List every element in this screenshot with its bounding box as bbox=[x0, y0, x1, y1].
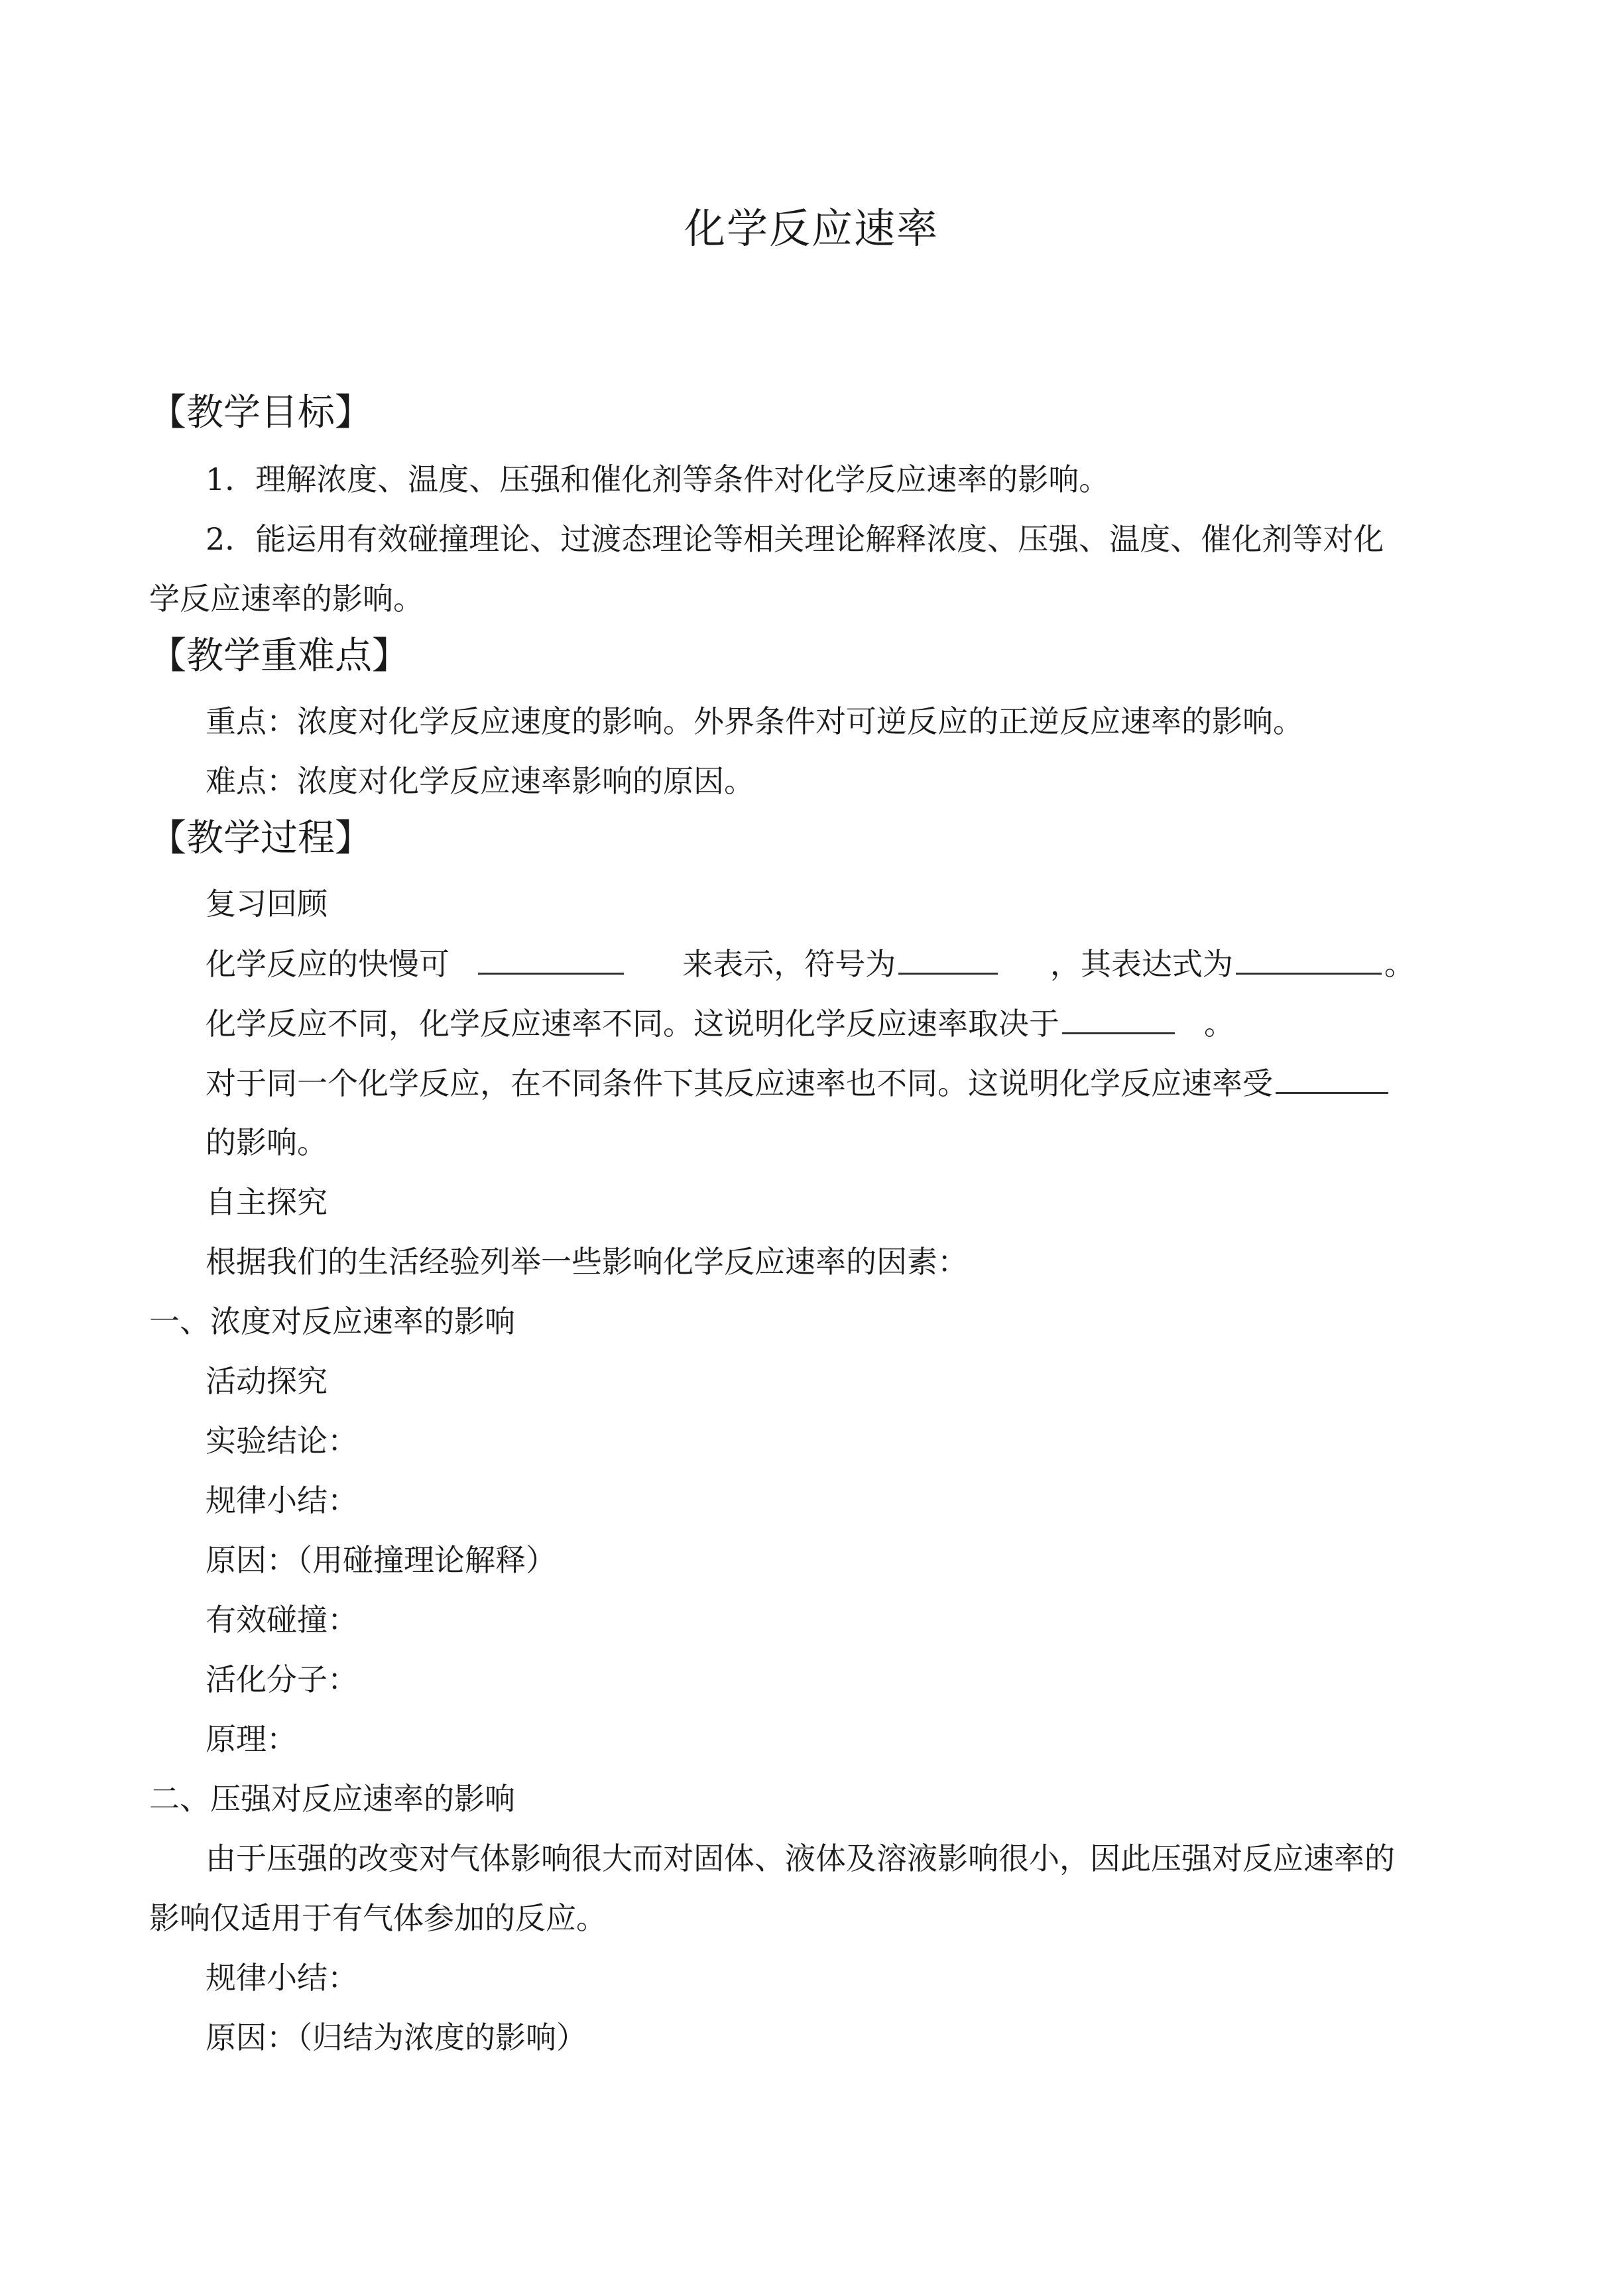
conclusion-text: 实验结论： bbox=[206, 1423, 358, 1459]
document-title: 化学反应速率 bbox=[684, 204, 939, 253]
fill2-part1: 化学反应不同，化学反应速率不同。这说明化学反应速率取决于 bbox=[206, 1006, 1059, 1042]
pressure-line-2: 影响仅适用于有气体参加的反应。 bbox=[149, 1900, 607, 1936]
fill1-part3: ，其表达式为 bbox=[1050, 946, 1233, 982]
fill1-end: 。 bbox=[1384, 946, 1415, 982]
reason-2-text: 原因：（归结为浓度的影响） bbox=[206, 2020, 587, 2055]
difficulty-text: 难点：浓度对化学反应速率影响的原因。 bbox=[206, 763, 754, 799]
objective-item-2-line-1: 2．能运用有效碰撞理论、过渡态理论等相关理论解释浓度、压强、温度、催化剂等对化 bbox=[206, 521, 1384, 557]
explore-title: 自主探究 bbox=[206, 1184, 328, 1220]
fill1-part2: 来表示，符号为 bbox=[682, 946, 896, 982]
answer-blank-2[interactable] bbox=[898, 943, 998, 975]
effective-collision-text: 有效碰撞： bbox=[206, 1602, 358, 1638]
section-1-title: 一、浓度对反应速率的影响 bbox=[149, 1303, 515, 1339]
answer-blank-1[interactable] bbox=[478, 943, 624, 975]
activated-molecule-text: 活化分子： bbox=[206, 1662, 358, 1697]
answer-blank-5[interactable] bbox=[1276, 1063, 1388, 1094]
fill3-line-2: 的影响。 bbox=[206, 1124, 328, 1160]
objective-item-1: 1．理解浓度、温度、压强和催化剂等条件对化学反应速率的影响。 bbox=[206, 461, 1110, 497]
summary-1-text: 规律小结： bbox=[206, 1482, 358, 1518]
fill-blank-line-3 bbox=[206, 1063, 1391, 1103]
answer-blank-4[interactable] bbox=[1062, 1003, 1175, 1034]
principle-text: 原理： bbox=[206, 1721, 297, 1757]
fill1-part1: 化学反应的快慢可 bbox=[206, 946, 450, 982]
fill2-end: 。 bbox=[1204, 1006, 1234, 1042]
fill3-part1: 对于同一个化学反应，在不同条件下其反应速率也不同。这说明化学反应速率受 bbox=[206, 1065, 1273, 1101]
fill-blank-line-2 bbox=[206, 1003, 1234, 1044]
objectives-heading: 【教学目标】 bbox=[149, 391, 372, 434]
pressure-line-1: 由于压强的改变对气体影响很大而对固体、液体及溶液影响很小，因此压强对反应速率的 bbox=[206, 1841, 1395, 1876]
explore-text: 根据我们的生活经验列举一些影响化学反应速率的因素： bbox=[206, 1244, 968, 1280]
summary-2-text: 规律小结： bbox=[206, 1960, 358, 1996]
reason-1-text: 原因：（用碰撞理论解释） bbox=[206, 1542, 556, 1578]
answer-blank-3[interactable] bbox=[1236, 943, 1382, 975]
section-2-title: 二、压强对反应速率的影响 bbox=[149, 1781, 515, 1817]
activity-text: 活动探究 bbox=[206, 1363, 328, 1399]
objective-item-2-line-2: 学反应速率的影响。 bbox=[149, 581, 424, 617]
fill-blank-line-1 bbox=[206, 943, 1415, 984]
process-heading: 【教学过程】 bbox=[149, 817, 372, 860]
key-point-text: 重点：浓度对化学反应速度的影响。外界条件对可逆反应的正逆反应速率的影响。 bbox=[206, 703, 1303, 739]
key-points-heading: 【教学重难点】 bbox=[149, 634, 409, 678]
review-title: 复习回顾 bbox=[206, 886, 328, 922]
